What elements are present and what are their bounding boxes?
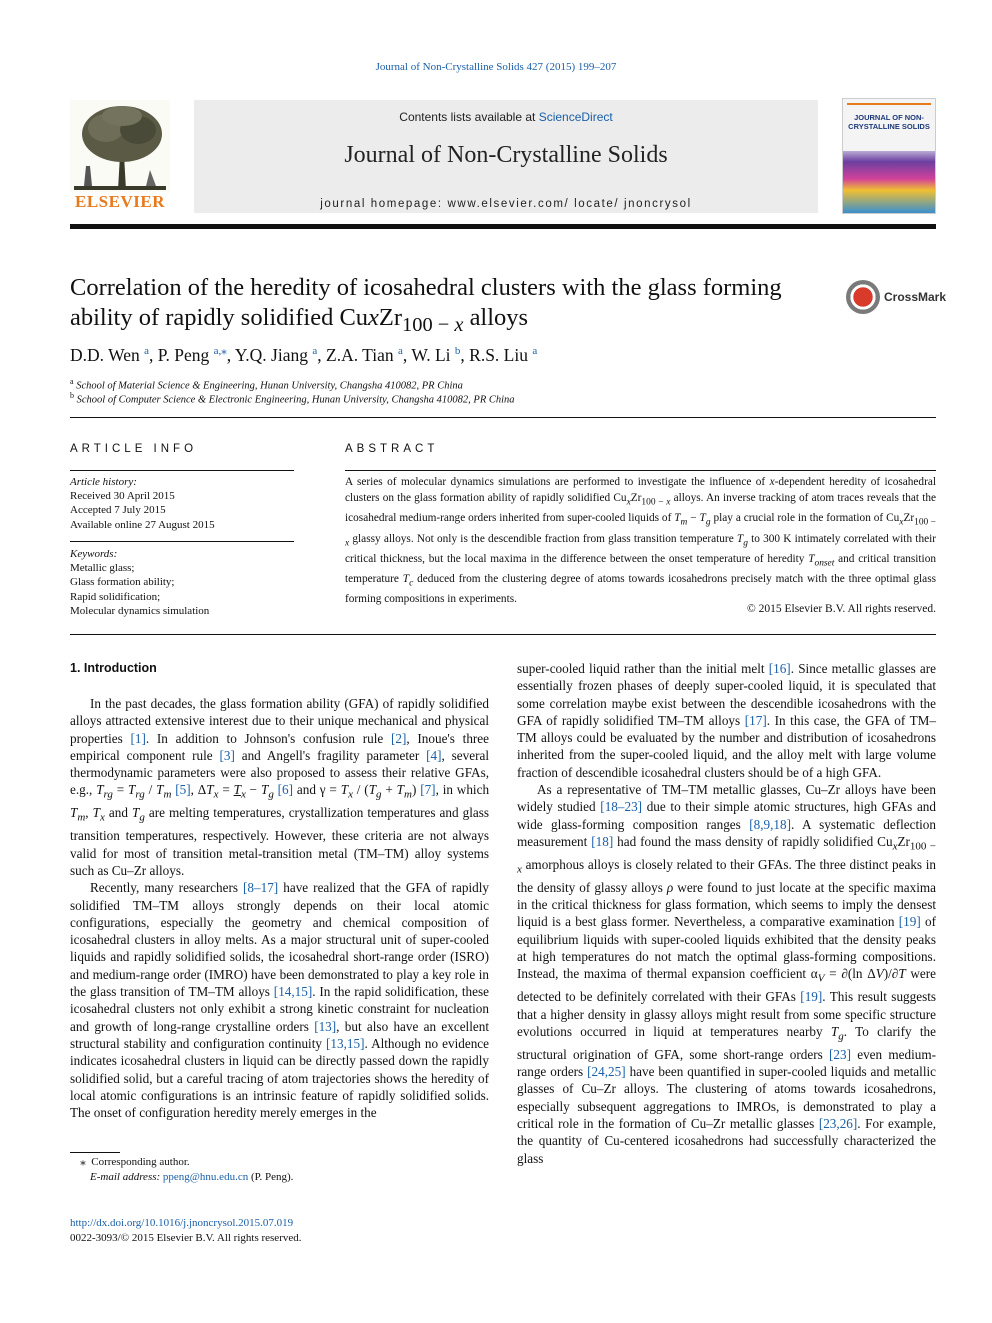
author-email-link[interactable]: ppeng@hnu.edu.cn <box>162 1171 249 1183</box>
doi-block <box>70 1216 302 1246</box>
contents-line <box>194 110 818 124</box>
crossmark-label: CrossMark <box>884 290 947 304</box>
journal-homepage[interactable]: journal homepage: www.elsevier.com/ locate/ jnoncrysol <box>320 198 692 210</box>
journal-cover-image[interactable] <box>842 98 936 214</box>
contents-prefix: Contents lists available at <box>399 110 539 124</box>
author-name[interactable]: P. Peng <box>157 344 210 365</box>
body-column-right: super-cooled liquid rather than the initial melt [16]. Since metallic glasses are essentially frozen phases of deeply super-cooled liquid, it is speculated that some correlation maybe exist between the descendible icosahedrons with the GFA of rapidly solidified TM–TM alloys [17]. In this case, the GFA of TM–TM alloys could be evaluated by the number and distribution of icosahedrons inherited from the super-cooled liquid, and the alloy melt with large volume fraction of descendible icosahedral clusters should be of a high GFA. As a representative of TM–TM metallic glasses, Cu–Zr alloys have been widely studied [18–23] due to their simple atomic structures, high GFAs and wide glass-forming composition ranges [8,9,18]. A systematic deflection measurement [18] had found the mass density of rapidly solidified $Cu_xZr_{100 - x}$ amorphous alloys is closely related to their GFAs. The three distinct peaks in the density of glassy alloys ρ were found to just locate at the specific maxima in the critical thickness for glass formation, which seems to imply the densest liquid is a best glass former. Nevertheless, a comparative examination [19] of equilibrium liquids with super-cooled liquids exhibited that the density peaks at high temperatures do not match the optimal glass-forming compositions. Instead, the maxima of thermal expansion coefficient $\alpha_V = \partial(\ln$ ΔV)/∂T were detected to be definitely correlated with their GFAs [19]. This result suggests that a higher density in glassy alloys might result from some specific structure evolutions occurred in liquid at temperatures nearby $T_g$. To clarify the structural origination of GFA, some short-range orders [23] even medium-range orders [24,25] have been quantified in super-cooled liquids and metallic glasses of Cu–Zr alloys. The clustering of atoms towards icosahedrons, especially subsequent aggregations to IMROs, is demonstrated to play a critical role in the formation of Cu–Zr metallic glasses [23,26]. For example, the quantity of Cu-centered icosahedrons had successfully characterized the glass <box>517 661 937 1166</box>
author-list: D.D. Wen $^a$, P. Peng $^{a,⁎}$, Y.Q. Jiang $^a$, Z.A. Tian $^a$, W. Li $^b$, R.S. Liu $^a$ <box>70 344 538 365</box>
cover-title: JOURNAL OF NON-CRYSTALLINE SOLIDS <box>848 113 930 131</box>
article-info-heading: ARTICLE INFO <box>70 443 198 455</box>
article-title: Correlation of the heredity of icosahedral clusters with the glass forming ability of rapidly solidified CuxZr$_{100 - x}$ alloys <box>70 274 782 336</box>
sciencedirect-link[interactable]: ScienceDirect <box>538 110 613 124</box>
author-name[interactable]: D.D. Wen <box>70 344 140 365</box>
affiliation-a: $^a$ School of Material Science & Engineering, Hunan University, Changsha 410082, PR China <box>70 377 463 392</box>
header-divider <box>70 224 936 229</box>
abstract-copyright: © 2015 Elsevier B.V. All rights reserved. <box>747 603 936 615</box>
divider <box>70 634 936 635</box>
crossmark-icon <box>846 280 880 314</box>
doi-link[interactable]: http://dx.doi.org/10.1016/j.jnoncrysol.2015.07.019 <box>70 1217 294 1229</box>
received-date: Received 30 April 2015 <box>70 490 175 503</box>
publisher-wordmark: ELSEVIER <box>75 192 165 211</box>
journal-title: Journal of Non-Crystalline Solids <box>344 142 668 168</box>
journal-header-box <box>194 100 818 213</box>
online-date: Available online 27 August 2015 <box>70 518 215 531</box>
keyword: Rapid solidification; <box>70 590 161 603</box>
author-name[interactable]: Y.Q. Jiang <box>234 344 308 365</box>
affiliation-b: $^b$ School of Computer Science & Electronic Engineering, Hunan University, Changsha 410082, PR China <box>70 391 515 406</box>
abstract-text: A series of molecular dynamics simulations are performed to investigate the influence of x-dependent heredity of icosahedral clusters on the glass formation ability of rapidly solidified $Cu_xZr_{100 - x}$ alloys. An inverse tracking of atom traces reveals that the icosahedral medium-range orders inherited from super-cooled liquids of $T_m - T_g$ play a crucial role in the formation of $Cu_xZr_{100 - x}$ glassy alloys. Not only is the descendible fraction from glass transition temperature $T_g$ to 300 K intimately correlated with their critical thickness, but the local maxima in the difference between the onset temperature of heredity $T_{onset}$ and critical transition temperature $T_c$ deduced from the clustering degree of atoms towards icosahedrons precisely match with the three optimal glass forming compositions in experiments. <box>345 476 937 606</box>
abstract-heading: ABSTRACT <box>345 443 439 455</box>
author-name[interactable]: W. Li <box>411 344 451 365</box>
footnote-rule <box>70 1152 120 1153</box>
masthead <box>70 96 936 216</box>
section-heading-introduction: 1. Introduction <box>70 661 157 675</box>
keyword: Metallic glass; <box>70 562 135 575</box>
author-name[interactable]: Z.A. Tian <box>326 344 394 365</box>
keywords: Keywords: Metallic glass; Glass formation ability; Rapid solidification; Molecular dynamics simulation <box>70 547 294 618</box>
corresponding-author-note: Corresponding author. <box>91 1156 190 1168</box>
author-name[interactable]: R.S. Liu <box>469 344 528 365</box>
keyword: Glass formation ability; <box>70 576 175 589</box>
journal-citation[interactable]: Journal of Non-Crystalline Solids 427 (2015) 199–207 <box>375 61 617 73</box>
crossmark-badge[interactable] <box>846 280 947 316</box>
keyword: Molecular dynamics simulation <box>70 604 210 617</box>
article-history: Article history: Received 30 April 2015 Accepted 7 July 2015 Available online 27 August 2015 <box>70 475 294 532</box>
divider <box>70 417 936 418</box>
issn-copyright: 0022-3093/© 2015 Elsevier B.V. All rights reserved. <box>70 1232 302 1244</box>
body-column-left: In the past decades, the glass formation ability (GFA) of rapidly solidified alloys attracted extensive interest due to their unique mechanical and physical properties [1]. In addition to Johnson's confusion rule [2], Inoue's three empirical component rule [3] and Angell's fragility parameter [4], several thermodynamic parameters were also proposed to assess their relative GFAs, e.g., $T_{rg} = T_{rg} / T_m$ [5], $\Delta T_x = T_x - T_g$ [6] and $\gamma = T_x / (T_g + T_m)$ [7], in which $T_m$, $T_x$ and $T_g$ are melting temperatures, crystallization temperatures and glass transition temperatures, respectively. However, these criteria are not always valid for most of transition metal-transition metal (TM–TM) alloy systems such as Cu–Zr alloys. Recently, many researchers [8–17] have realized that the GFA of rapidly solidified TM–TM alloys strongly depends on their local atomic configurations, especially the geometry and chemical composition of icosahedral clusters in alloy melts. As a major structural unit of super-cooled liquids and rapidly solidified solids, the icosahedral short-range order (ISRO) and medium-range order (IMRO) have been demonstrated to play a key role in the glass transition of TM–TM alloys [14,15]. In the rapid solidification, these icosahedral clusters not only exhibit a strong kinetic constraint for nucleation and growth of long-range crystalline orders [13], but also have an excellent structural stability and configuration continuity [13,15]. Although no evidence indicates icosahedral clusters in liquid can be directly passed down the rapidly solidified solid, but a careful tracing of atom trajectories shows the heredity of local atomic configurations is an intrinsic feature of rapidly solidified solids. The onset of configuration heredity merely emerges in the <box>70 696 490 1121</box>
accepted-date: Accepted 7 July 2015 <box>70 504 166 517</box>
footnotes: ⁎ Corresponding author. E-mail address: ppeng@hnu.edu.cn (P. Peng). <box>72 1156 294 1183</box>
